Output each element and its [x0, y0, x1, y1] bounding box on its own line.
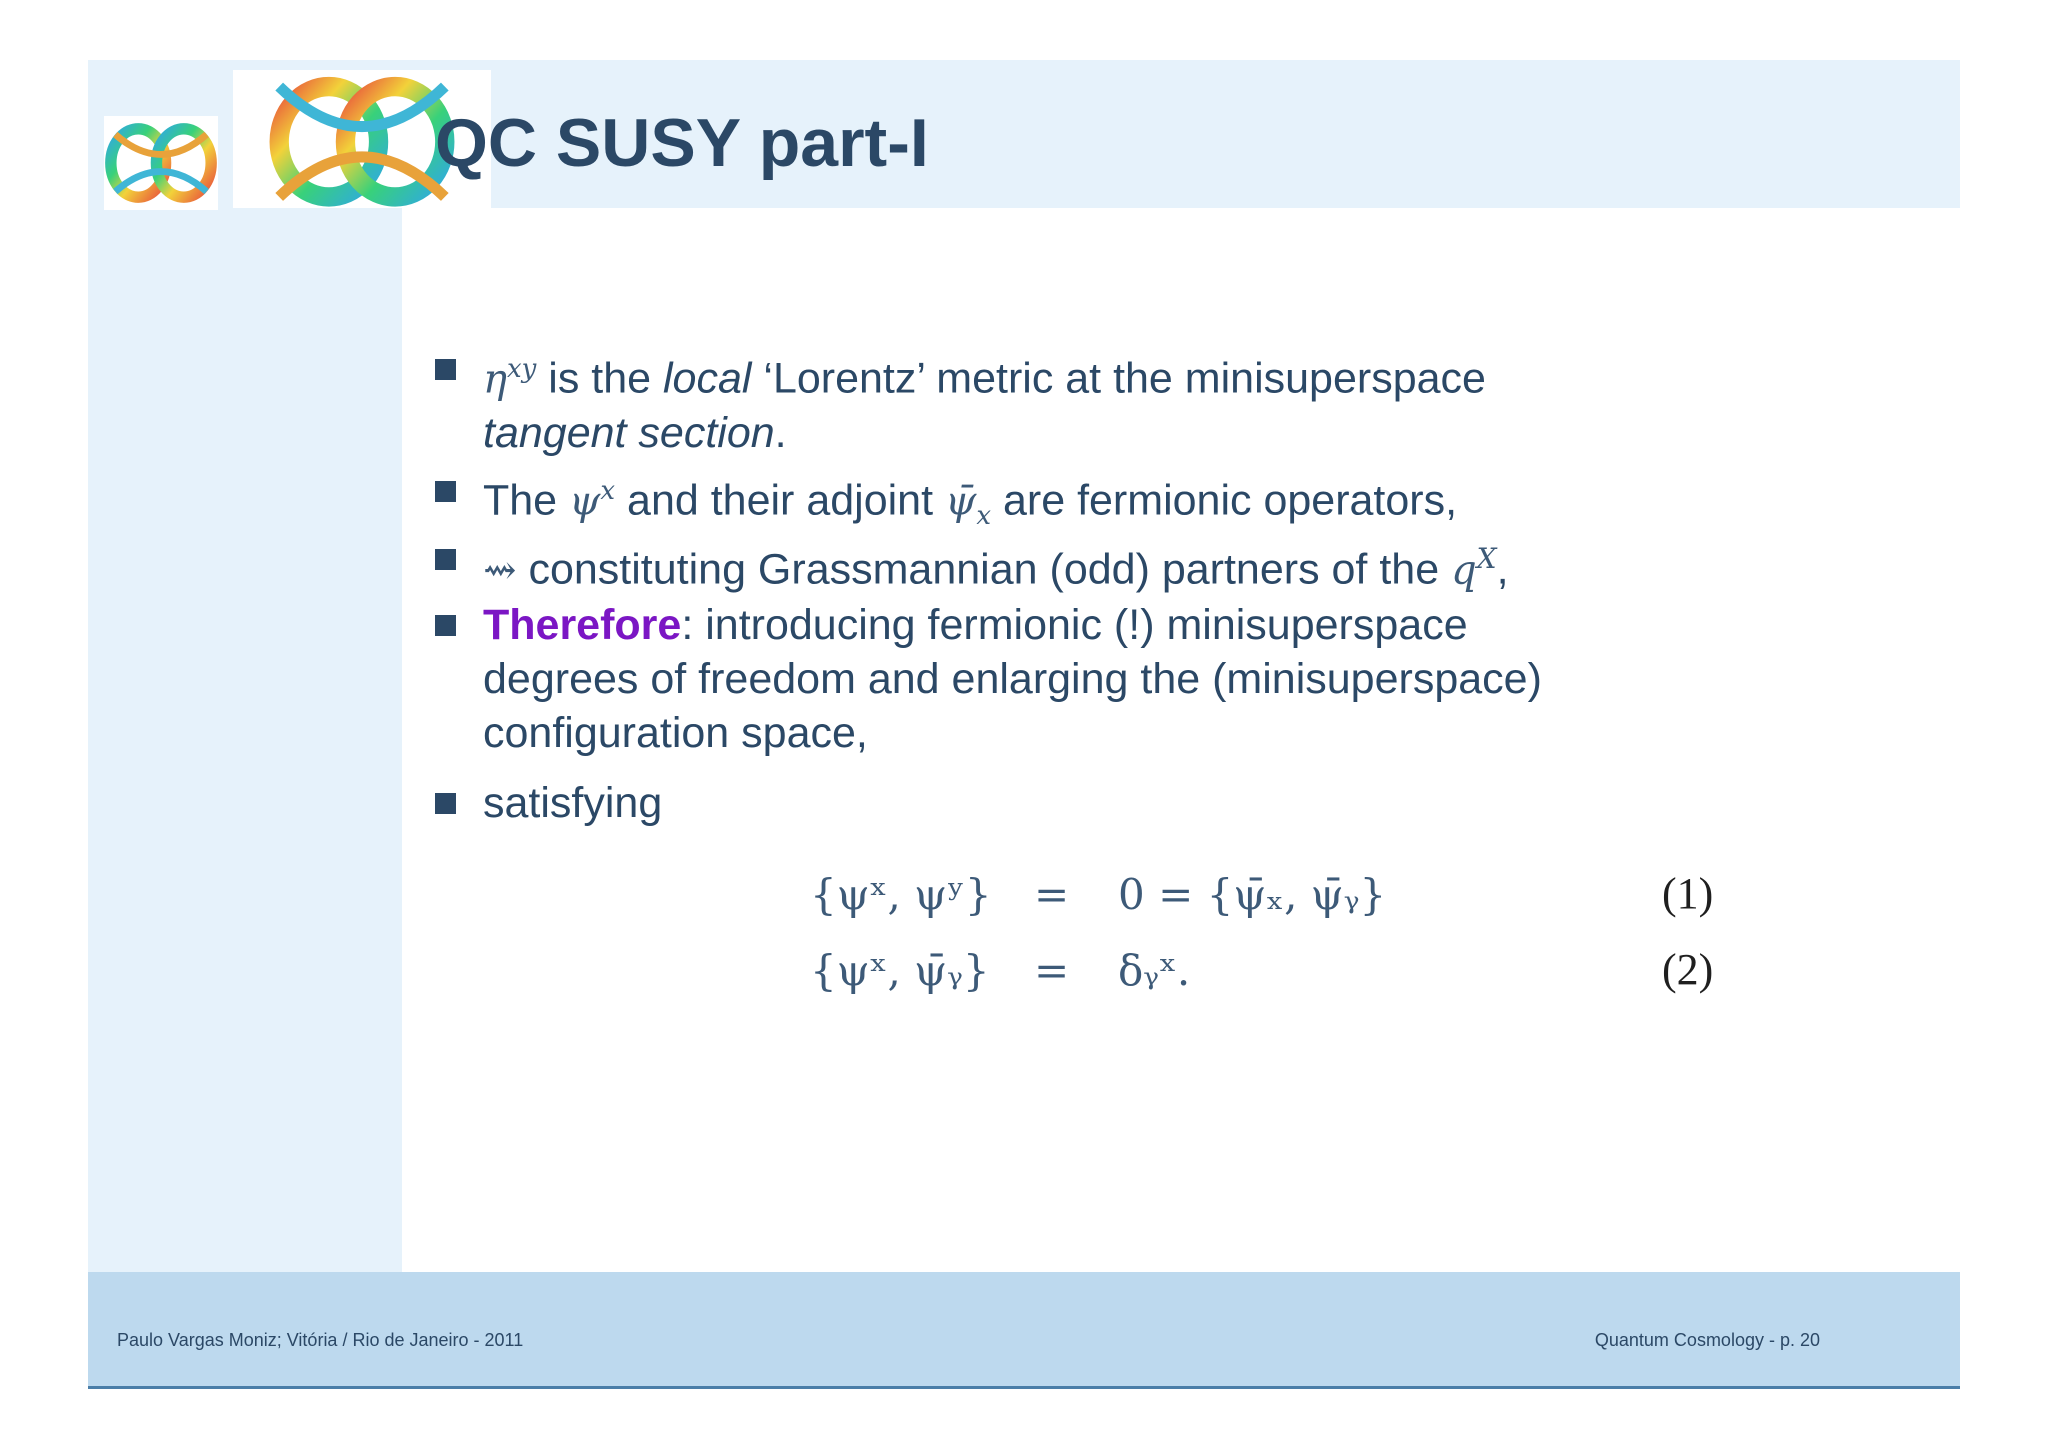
bullet-square-icon	[435, 549, 456, 570]
bullet-square-icon	[435, 615, 456, 636]
footer-page-number: Quantum Cosmology - p. 20	[1594, 1330, 1820, 1350]
equation-2-relation: =	[1034, 946, 1070, 995]
bullet-item	[435, 532, 1509, 597]
bullet-square-icon	[435, 481, 456, 502]
calabi-yau-logo-icon	[104, 116, 218, 210]
equation-2-rhs: δᵧˣ.	[1118, 946, 1191, 995]
bullet-text: .	[774, 409, 787, 458]
bullet-item	[435, 598, 1542, 760]
emphasis-text: Therefore	[483, 601, 682, 649]
footer-author: Paulo Vargas Moniz; Vitória / Rio de Janeiro - 2011	[117, 1330, 524, 1350]
slide-title: QC SUSY part-I	[435, 105, 929, 181]
bullet-text: constituting Grassmannian (odd) partners of the	[516, 545, 1452, 594]
math-superscript: xy	[506, 354, 537, 384]
bullet-text: degrees of freedom and enlarging the (minisuperspace)	[483, 655, 1542, 703]
bullet-italic-text: tangent section	[483, 409, 775, 458]
math-psi-bar: ψ̄	[944, 478, 977, 525]
bullet-text: configuration space,	[483, 709, 868, 757]
bullet-text: is the	[536, 354, 663, 403]
slide	[88, 60, 1960, 1389]
math-subscript: x	[976, 500, 992, 531]
equation-1-number: (1)	[1662, 869, 1714, 918]
bullet-text: ‘Lorentz’ metric at the minisuperspace	[751, 354, 1486, 403]
squiggle-arrow-icon: ⇝	[483, 547, 517, 594]
math-superscript: X	[1476, 542, 1497, 575]
math-superscript: x	[600, 476, 616, 506]
bullet-square-icon	[435, 359, 456, 380]
equation-2-number: (2)	[1662, 945, 1714, 994]
bullet-text: are fermionic operators,	[991, 476, 1458, 525]
bullet-text: : introducing fermionic (!) minisuperspace	[681, 601, 1468, 649]
math-eta: η	[483, 356, 507, 403]
equation-1-relation: =	[1034, 870, 1070, 919]
sidebar-panel	[88, 60, 402, 1272]
equation-1-lhs: {ψˣ, ψʸ}	[810, 870, 992, 919]
equation-2-lhs: {ψˣ, ψ̄ᵧ}	[810, 946, 990, 995]
bullet-text: satisfying	[483, 779, 663, 827]
bullet-square-icon	[435, 793, 456, 814]
bullet-text: ,	[1496, 545, 1509, 594]
bullet-item	[435, 776, 662, 830]
bullet-text: The	[483, 476, 570, 525]
math-psi: ψ	[569, 478, 601, 525]
bullet-italic-text: local	[663, 354, 752, 403]
equation-1-rhs: 0 = {ψ̄ₓ, ψ̄ᵧ}	[1118, 870, 1387, 919]
bullet-item	[435, 342, 1486, 460]
math-q: q	[1451, 547, 1477, 594]
bullet-text: and their adjoint	[615, 476, 945, 525]
